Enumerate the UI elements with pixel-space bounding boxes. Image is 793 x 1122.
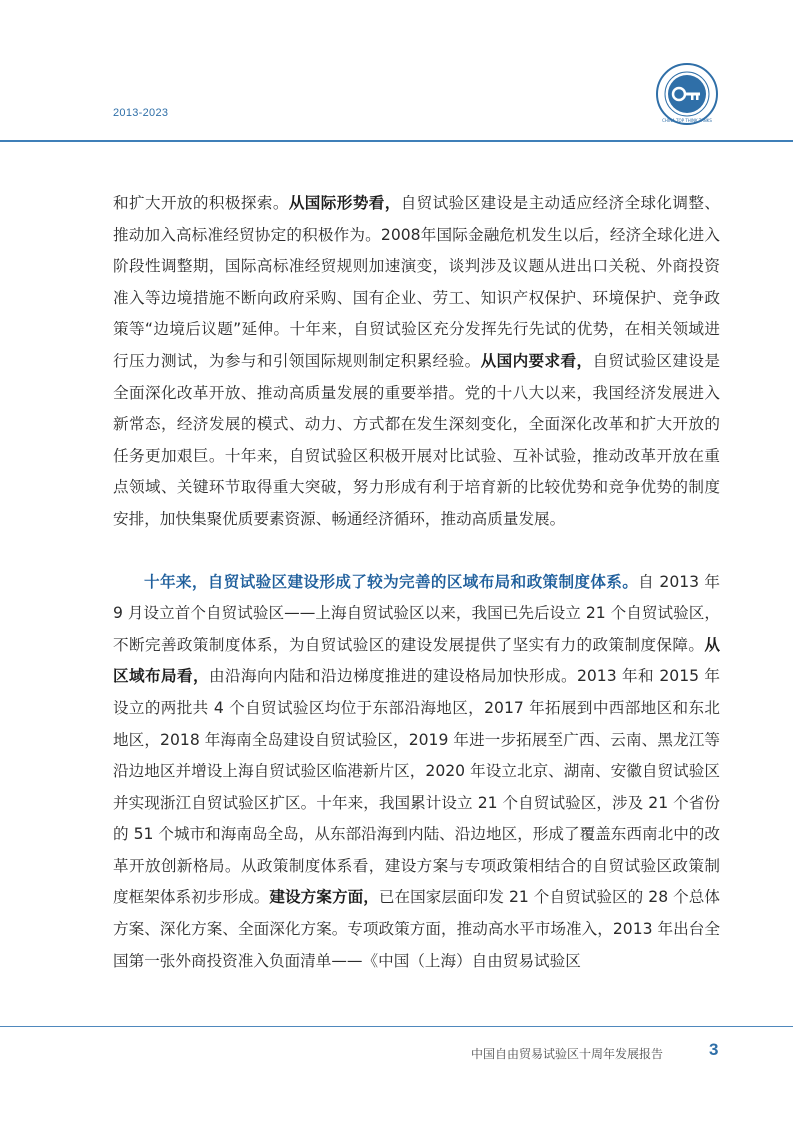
text-run: 由沿海向内陆和沿边梯度推进的建设格局加快形成。2013 年和 2015 年设立的两批共 4 个自贸试验区均位于东部沿海地区，2017 年拓展到中西部地区和东北地区，2018 年海南全岛建设自贸试验区，2019 年进一步拓展至广西、云南、黑龙江等沿边地区并增设上海自贸试验区临港新片区，2020 年设立北京、湖南、安徽自贸试验区并实现浙江自贸试验区扩区。十年来，我国累计设立 21 个自贸试验区，涉及 21 个省份的 51 个城市和海南岛全岛，从东部沿海到内陆、沿边地区，形成了覆盖东西南北中的改革开放创新格局。从政策制度体系看，建设方案与专项政策相结合的自贸试验区政策制度框架体系初步形成。 <box>113 667 720 907</box>
text-run: 自贸试验区建设是全面深化改革开放、推动高质量发展的重要举措。党的十八大以来，我国经济发展进入新常态，经济发展的模式、动力、方式都在发生深刻变化，全面深化改革和扩大开放的任务更加艰巨。十年来，自贸试验区积极开展对比试验、互补试验，推动改革开放在重点领域、关键环节取得重大突破，努力形成有利于培育新的比较优势和竞争优势的制度安排，加快集聚优质要素资源、畅通经济循环，推动高质量发展。 <box>113 351 720 528</box>
header-years: 2013-2023 <box>113 107 169 119</box>
bold-domestic: 从国内要求看， <box>480 351 593 370</box>
text-run: 已在国家层面印发 21 个自贸试验区的 28 个总体方案、深化方案、全面深化方案。专项政策方面，推动高水平市场准入，2013 年出台全国第一张外商投资准入负面清单——《中国（上海）自由贸易试验区 <box>113 888 720 970</box>
document-body <box>113 188 720 977</box>
page-number: 3 <box>709 1040 719 1059</box>
paragraph-layout-policy <box>113 567 720 978</box>
text-run: 自 2013 年 9 月设立首个自贸试验区——上海自贸试验区以来，我国已先后设立 21 个自贸试验区，不断完善政策制度体系，为自贸试验区的建设发展提供了坚实有力的政策制度保障。 <box>113 572 720 654</box>
bold-regional: 从区域布局看， <box>113 635 720 686</box>
footer-rule <box>0 1026 793 1027</box>
text-run: 自贸试验区建设是主动适应经济全球化调整、推动加入高标准经贸协定的积极作为。2008年国际金融危机发生以后，经济全球化进入阶段性调整期，国际高标准经贸规则加速演变，谈判涉及议题从进出口关税、外商投资准入等边境措施不断向政府采购、国有企业、劳工、知识产权保护、环境保护、竞争政策等“边境后议题”延伸。十年来，自贸试验区充分发挥先行先试的优势，在相关领域进行压力测试，为参与和引领国际规则制定积累经验。 <box>113 194 720 370</box>
bold-international: 从国际形势看， <box>288 194 401 212</box>
header-rule <box>0 140 793 142</box>
text-run: 和扩大开放的积极探索。 <box>113 194 289 212</box>
footer-title: 中国自由贸易试验区十周年发展报告 <box>470 1047 663 1061</box>
logo-text: CHINA TOP THINK TANKS <box>662 118 712 123</box>
lead-sentence: 十年来，自贸试验区建设形成了较为完善的区域布局和政策制度体系。 <box>144 572 639 591</box>
think-tank-logo <box>655 62 719 126</box>
bold-plan: 建设方案方面， <box>269 888 379 907</box>
paragraph-international-domestic <box>113 188 720 536</box>
